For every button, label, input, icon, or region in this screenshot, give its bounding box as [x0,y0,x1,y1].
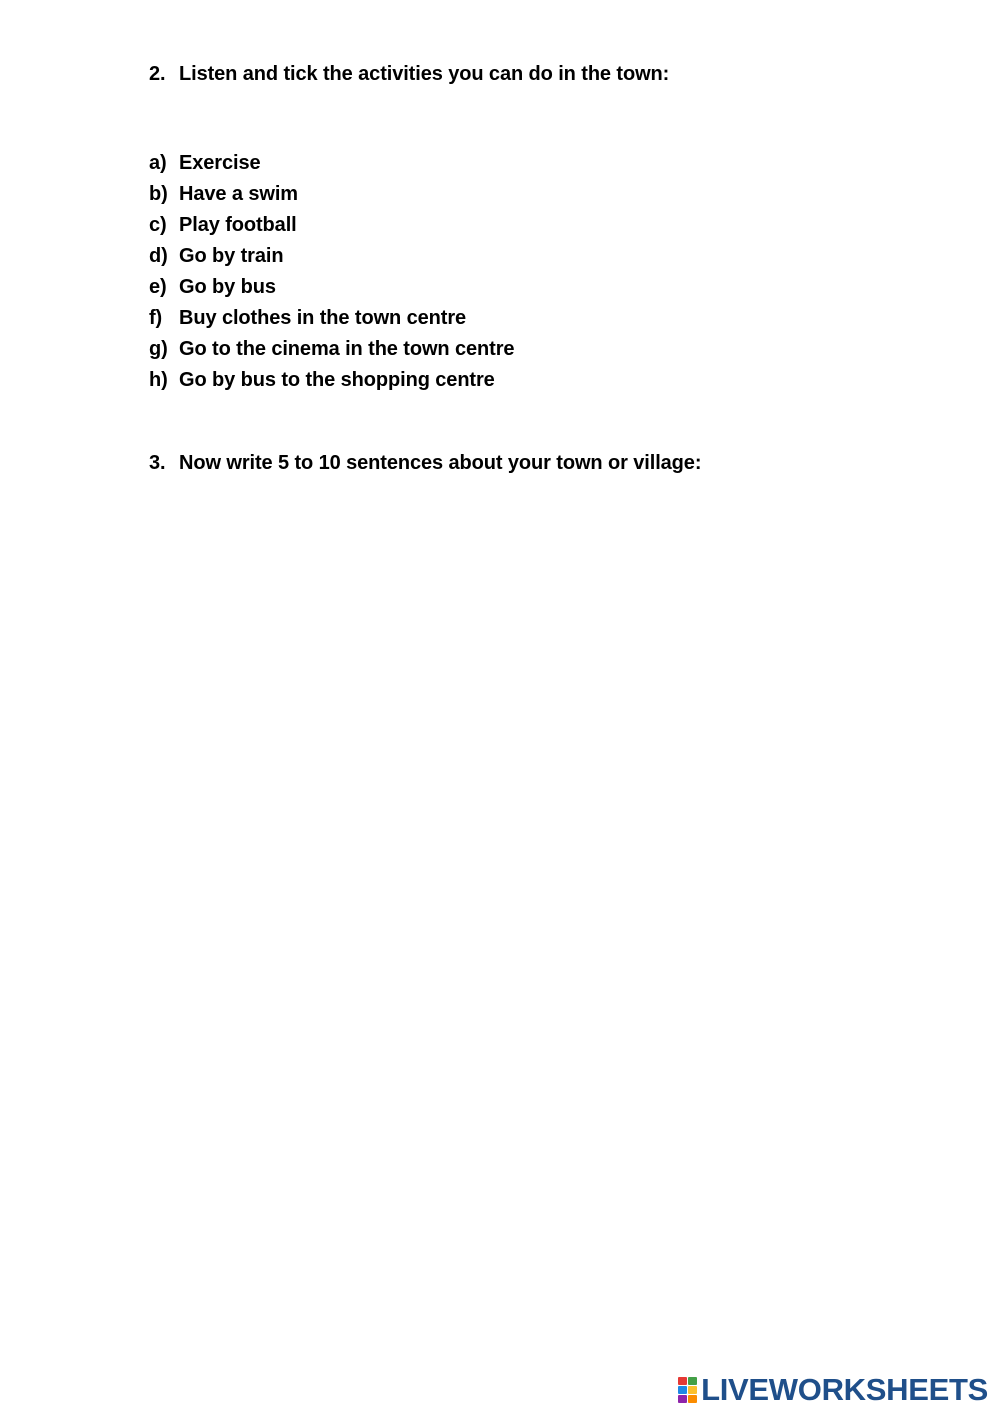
list-item [149,337,514,361]
question-text: Listen and tick the activities you can do in the town: [179,63,670,85]
question-number: 3. [149,452,166,474]
liveworksheets-logo [678,1373,988,1407]
item-text: Go by bus to the shopping centre [179,369,495,391]
item-letter: f) [149,307,163,329]
list-item [149,182,298,206]
logo-tile [678,1377,687,1385]
item-text: Play football [179,214,297,236]
question-3-heading [149,451,701,475]
item-text: Go by train [179,245,284,267]
list-item [149,244,283,268]
item-letter: c) [149,214,167,236]
logo-tile [688,1377,697,1385]
item-letter: e) [149,276,167,298]
list-item [149,213,297,237]
liveworksheets-logo-icon [678,1377,698,1403]
item-letter: g) [149,338,168,360]
logo-tile [688,1395,697,1403]
logo-tile [678,1395,687,1403]
question-2-heading [149,62,669,86]
logo-tile [688,1386,697,1394]
logo-text: LIVEWORKSHEETS [701,1372,988,1407]
item-text: Buy clothes in the town centre [179,307,467,329]
item-letter: d) [149,245,168,267]
list-item [149,275,276,299]
item-text: Go by bus [179,276,276,298]
item-text: Go to the cinema in the town centre [179,338,515,360]
item-letter: a) [149,152,167,174]
question-number: 2. [149,63,166,85]
question-text: Now write 5 to 10 sentences about your town or village: [179,452,702,474]
item-text: Have a swim [179,183,298,205]
list-item [149,306,466,330]
logo-tile [678,1386,687,1394]
list-item [149,151,261,175]
list-item [149,368,495,392]
item-letter: h) [149,369,168,391]
item-letter: b) [149,183,168,205]
item-text: Exercise [179,152,261,174]
